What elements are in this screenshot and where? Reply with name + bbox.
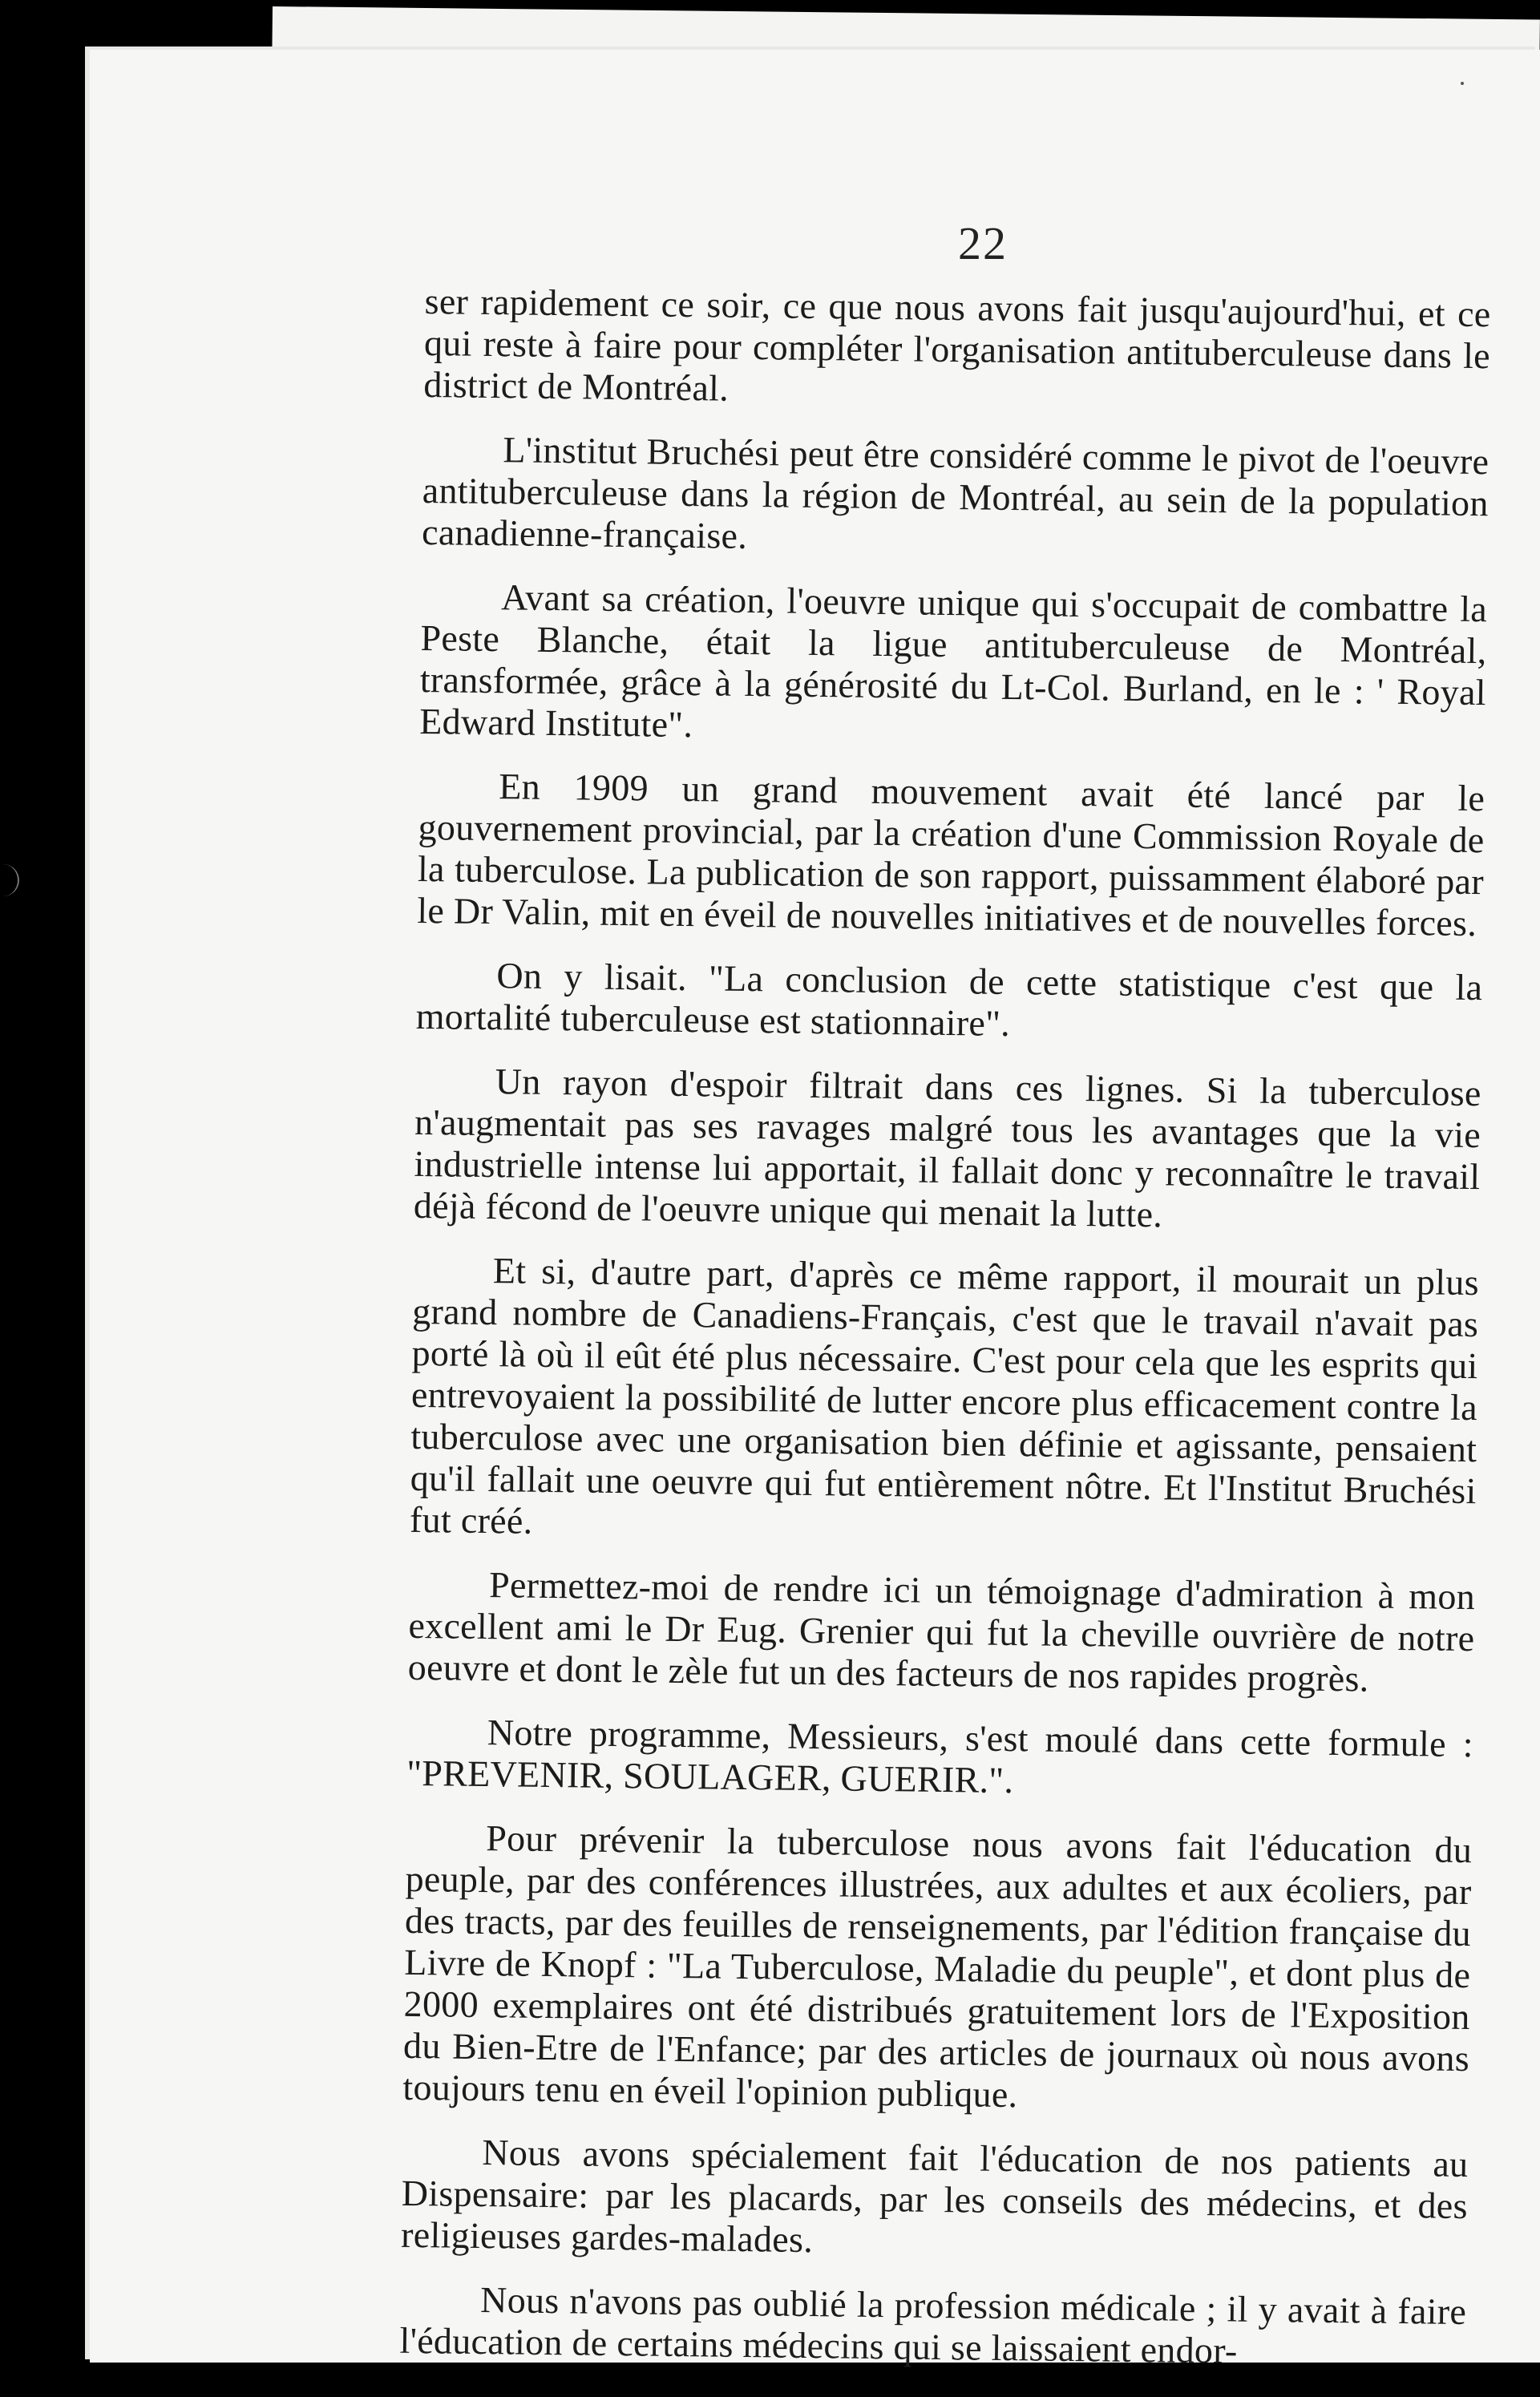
margin-mark [0, 864, 19, 896]
paragraph: Pour prévenir la tuberculose nous avons fait l'éducation du peuple, par des conférences illustrées, aux adultes et aux écoliers, par des tracts, par des feuilles de renseignements, par l'édition française du Livre de Knopf : "La Tuberculose, Maladie du peuple", et dont plus de 2000 exemplaires ont été distribués gratuitement lors de l'Exposition du Bien-Etre de l'Enfance; par des articles de journaux où nous avons toujours tenu en éveil l'opinion publique. [402, 1817, 1473, 2116]
paragraph-motto: Notre programme, Messieurs, s'est moulé dans cette formule : "PREVENIR, SOULAGER, GUERIR.". [406, 1712, 1474, 1801]
paragraph: Permettez-moi de rendre ici un témoignage d'admiration à mon excellent ami le Dr Eug. Grenier qui fut la cheville ouvrière de notre oeuvre et dont le zèle fut un des facteurs de nos rapides progrès. [407, 1564, 1476, 1700]
paragraph: On y lisait. "La conclusion de cette statistique c'est que la mortalité tuberculeuse est stationnaire". [415, 955, 1483, 1044]
paragraph: ser rapidement ce soir, ce que nous avons fait jusqu'aujourd'hui, et ce qui reste à faire pour compléter l'organisation antituberculeuse dans le district de Montréal. [423, 281, 1491, 409]
paragraph: Avant sa création, l'oeuvre unique qui s'occupait de combattre la Peste Blanche, était la ligue antituberculeuse de Montréal, transformée, grâce à la générosité du Lt-Col. Burland, en le : ' Royal Edward Institute". [418, 576, 1488, 746]
paragraph: Nous n'avons pas oublié la profession médicale ; il y avait à faire l'éducation de certains médecins qui se laissaient endor- [399, 2279, 1467, 2371]
paragraph: Nous avons spécialement fait l'éducation de nos patients au Dispensaire: par les placards, par les conseils des médecins, et des religieuses gardes-malades. [400, 2132, 1469, 2261]
page-number: 22 [958, 217, 1008, 269]
paragraph: En 1909 un grand mouvement avait été lancé par le gouvernement provincial, par la création d'une Commission Royale de la tuberculose. La publication de son rapport, puissamment élaboré par le Dr Valin, mit en éveil de nouvelles initiatives et de nouvelles forces. [417, 766, 1485, 944]
paragraph: Et si, d'autre part, d'après ce même rapport, il mourait un plus grand nombre de Canadiens-Français, c'est que le travail n'avait pas porté là où il eût été plus nécessaire. C'est pour cela que les esprits qui entrevoyaient la possibilité de lutter encore plus efficacement contre la tuberculose avec une organisation bien définie et agissante, pensaient qu'il fallait une oeuvre qui fut entièrement nôtre. Et l'Institut Bruchési fut créé. [409, 1250, 1480, 1542]
scan-speck [1461, 82, 1464, 85]
paragraph: L'institut Bruchési peut être considéré comme le pivot de l'oeuvre antituberculeuse dans la région de Montréal, au sein de la population canadienne-française. [421, 429, 1489, 556]
body-text [399, 281, 1491, 2397]
paragraph: Un rayon d'espoir filtrait dans ces lignes. Si la tuberculose n'augmentait pas ses ravages malgré tous les avantages que la vie industrielle intense lui apportait, il fallait donc y reconnaître le travail déjà fécond de l'oeuvre unique qui menait la lutte. [413, 1061, 1482, 1235]
